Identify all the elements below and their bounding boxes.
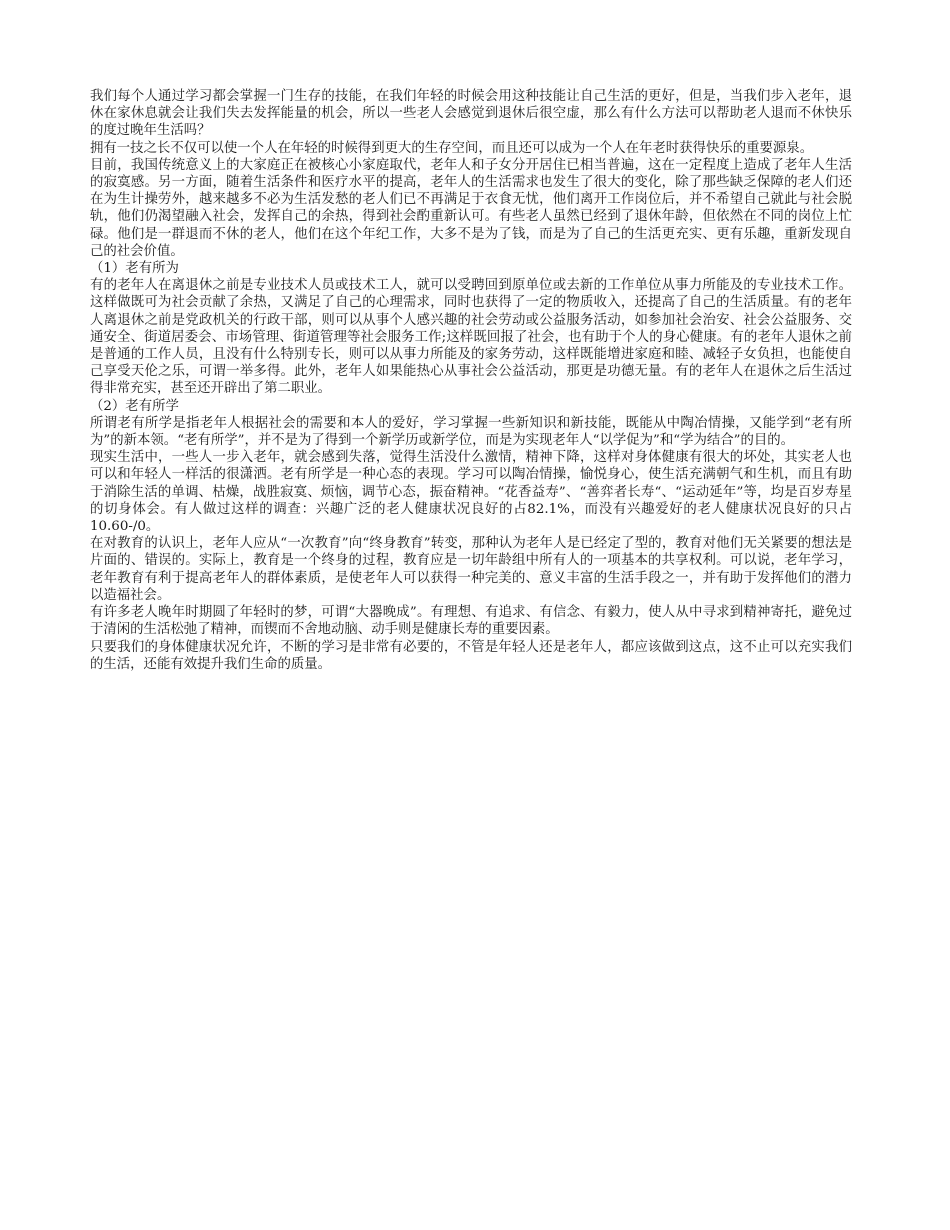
intro-paragraph-2: 拥有一技之长不仅可以使一个人在年轻的时候得到更大的生存空间，而且还可以成为一个人在年老时获得快乐的重要源泉。 <box>90 140 814 156</box>
section2-paragraph-3: 在对教育的认识上，老年人应从“一次教育”向“终身教育”转变，那种认为老年人是已经定了型的，教育对他们无关紧要的想法是片面的、错误的。实际上，教育是一个终身的过程，教育应是一切年龄组中所有人的一项基本的共享权利。可以说，老年学习，老年教育有利于提高老年人的群体素质，是使老年人可以获得一种完美的、意义丰富的生活手段之一，并有助于发挥他们的潜力以造福社会。 <box>90 536 852 603</box>
section2-paragraph-1: 所谓老有所学是指老年人根据社会的需要和本人的爱好，学习掌握一些新知识和新技能，既能从中陶冶情操，又能学到“老有所为”的新本领。“老有所学”，并不是为了得到一个新学历或新学位，而是为实现老年人“以学促为”和“学为结合”的目的。 <box>90 415 852 449</box>
section-heading-laoyousuoxue: （2）老有所学 <box>90 398 179 414</box>
intro-paragraph-3: 目前，我国传统意义上的大家庭正在被核心小家庭取代，老年人和子女分开居住已相当普遍，这在一定程度上造成了老年人生活的寂寞感。另一方面，随着生活条件和医疗水平的提高，老年人的生活需求也发生了很大的变化，除了那些缺乏保障的老人们还在为生计操劳外，越来越多不必为生活发愁的老人们已不再满足于衣食无忧，他们离开工作岗位后，并不希望自己就此与社会脱轨，他们仍渴望融入社会，发挥自己的余热，得到社会酌重新认可。有些老人虽然已经到了退休年龄，但依然在不同的岗位上忙碌。他们是一群退而不休的老人，他们在这个年纪工作，大多不是为了钱，而是为了自己的生活更充实、更有乐趣，重新发现自己的社会价值。 <box>90 157 852 259</box>
section-heading-laoyousuowei: （1）老有所为 <box>90 261 179 277</box>
section2-paragraph-2: 现实生活中，一些人一步入老年，就会感到失落，觉得生活没什么激情，精神下降，这样对身体健康有很大的坏处，其实老人也可以和年轻人一样活的很潇洒。老有所学是一种心态的表现。学习可以陶冶情操，愉悦身心，使生活充满朝气和生机，而且有助于消除生活的单调、枯燥，战胜寂寞、烦恼，调节心态，振奋精神。“花香益寿”、“善弈者长寿“、“运动延年”等，均是百岁寿星的切身体会。有人做过这样的调查：兴趣广泛的老人健康状况良好的占82.1%，而没有兴趣爱好的老人健康状况良好的只占10.60-/0。 <box>90 450 852 535</box>
document-body <box>90 88 852 673</box>
intro-paragraph-1: 我们每个人通过学习都会掌握一门生存的技能，在我们年轻的时候会用这种技能让自己生活的更好，但是，当我们步入老年，退休在家休息就会让我们失去发挥能量的机会，所以一些老人会感觉到退休后很空虚，那么有什么方法可以帮助老人退而不休快乐的度过晚年生活吗？ <box>90 89 852 139</box>
section2-paragraph-5: 只要我们的身体健康状况允许，不断的学习是非常有必要的，不管是年轻人还是老年人，都应该做到这点，这不止可以充实我们的生活，还能有效提升我们生命的质量。 <box>90 639 852 672</box>
section1-paragraph-1: 有的老年人在离退休之前是专业技术人员或技术工人，就可以受聘回到原单位或去新的工作单位从事力所能及的专业技术工作。这样做既可为社会贡献了余热，又满足了自己的心理需求，同时也获得了一定的物质收入，还提高了自己的生活质量。有的老年人离退休之前是党政机关的行政干部，则可以从事个人感兴趣的社会劳动或公益服务活动，如参加社会治安、社会公益服务、交通安全、街道居委会、市场管理、街道管理等社会服务工作;这样既回报了社会，也有助于个人的身心健康。有的老年人退休之前是普通的工作人员，且没有什么特别专长，则可以从事力所能及的家务劳动，这样既能增进家庭和睦、减轻子女负担，也能使自己享受天伦之乐，可谓一举多得。此外，老年人如果能热心从事社会公益活动，那更是功德无量。有的老年人在退休之后生活过得非常充实，甚至还开辟出了第二职业。 <box>90 278 852 397</box>
section2-paragraph-4: 有许多老人晚年时期圆了年轻时的梦，可谓“大器晚成”。有理想、有追求、有信念、有毅力，使人从中寻求到精神寄托，避免过于清闲的生活松弛了精神，而锲而不舍地动脑、动手则是健康长寿的重要因素。 <box>90 605 852 638</box>
